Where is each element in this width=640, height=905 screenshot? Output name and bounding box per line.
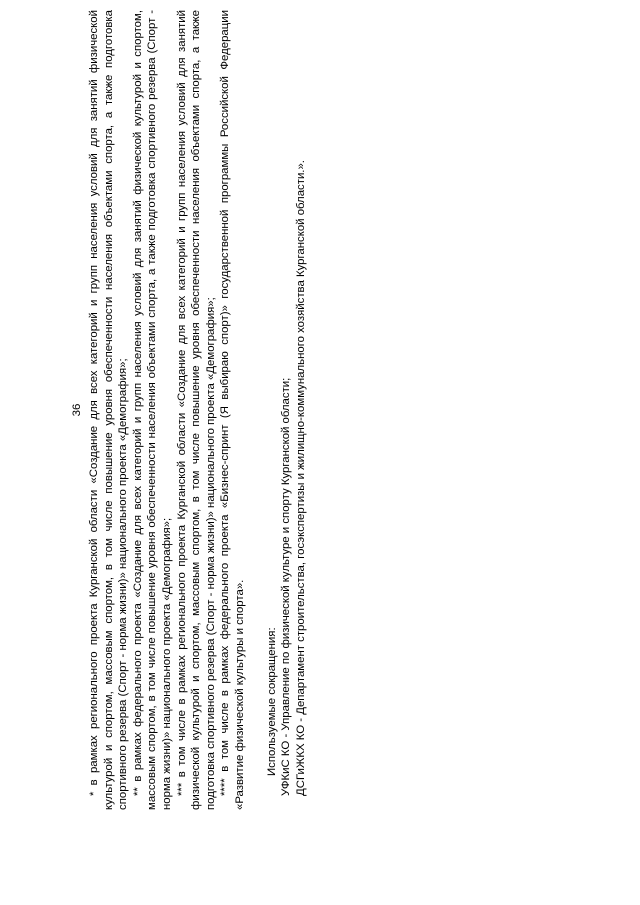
abbreviation-dsgizhkkh: ДСГиЖКХ КО - Департамент строительства, госэкспертизы и жилищно-коммунального хозяйства Курганской области.». xyxy=(294,160,307,796)
footnote-4: **** в том числе в рамках федерального проекта «Бизнес-спринт (Я выбираю спорт)» государственной программы Российской Федерации «Развитие физической культуры и спорта». xyxy=(219,10,246,810)
abbreviations-block xyxy=(265,10,309,810)
abbreviations-heading: Используемые сокращения: xyxy=(265,627,278,776)
footnote-2: ** в рамках федерального проекта «Создание для всех категорий и групп населения условий для занятий физической культурой и спортом, массовым спортом, в том числе повышение уровня обеспеченности населения объектами спорта, а также подготовка спортивного резерва (Спорт - норма жизни)» национального проекта «Демография»; xyxy=(131,10,173,810)
footnote-1: * в рамках регионального проекта Курганской области «Создание для всех категорий и групп населения условий для занятий физической культурой и спортом, массовым спортом, в том числе повышение уровня обеспеченности населения объектами спорта, а также подготовка спортивного резерва (Спорт - норма жизни)» национального проекта «Демография»; xyxy=(88,10,130,810)
page-number: 36 xyxy=(71,403,83,417)
rotated-content xyxy=(70,10,390,810)
abbreviation-ufkis: УФКиС КО - Управление по физической культуре и спорту Курганской области; xyxy=(280,377,293,796)
footnote-3: *** в том числе в рамках регионального проекта Курганской области «Создание для всех категорий и групп населения условий для занятий физической культурой и спортом, массовым спортом, в том числе повышение уровня обеспеченности населения объектами спорта, а также подготовка спортивного резерва (Спорт - норма жизни)» национального проекта «Демография»; xyxy=(175,10,217,810)
